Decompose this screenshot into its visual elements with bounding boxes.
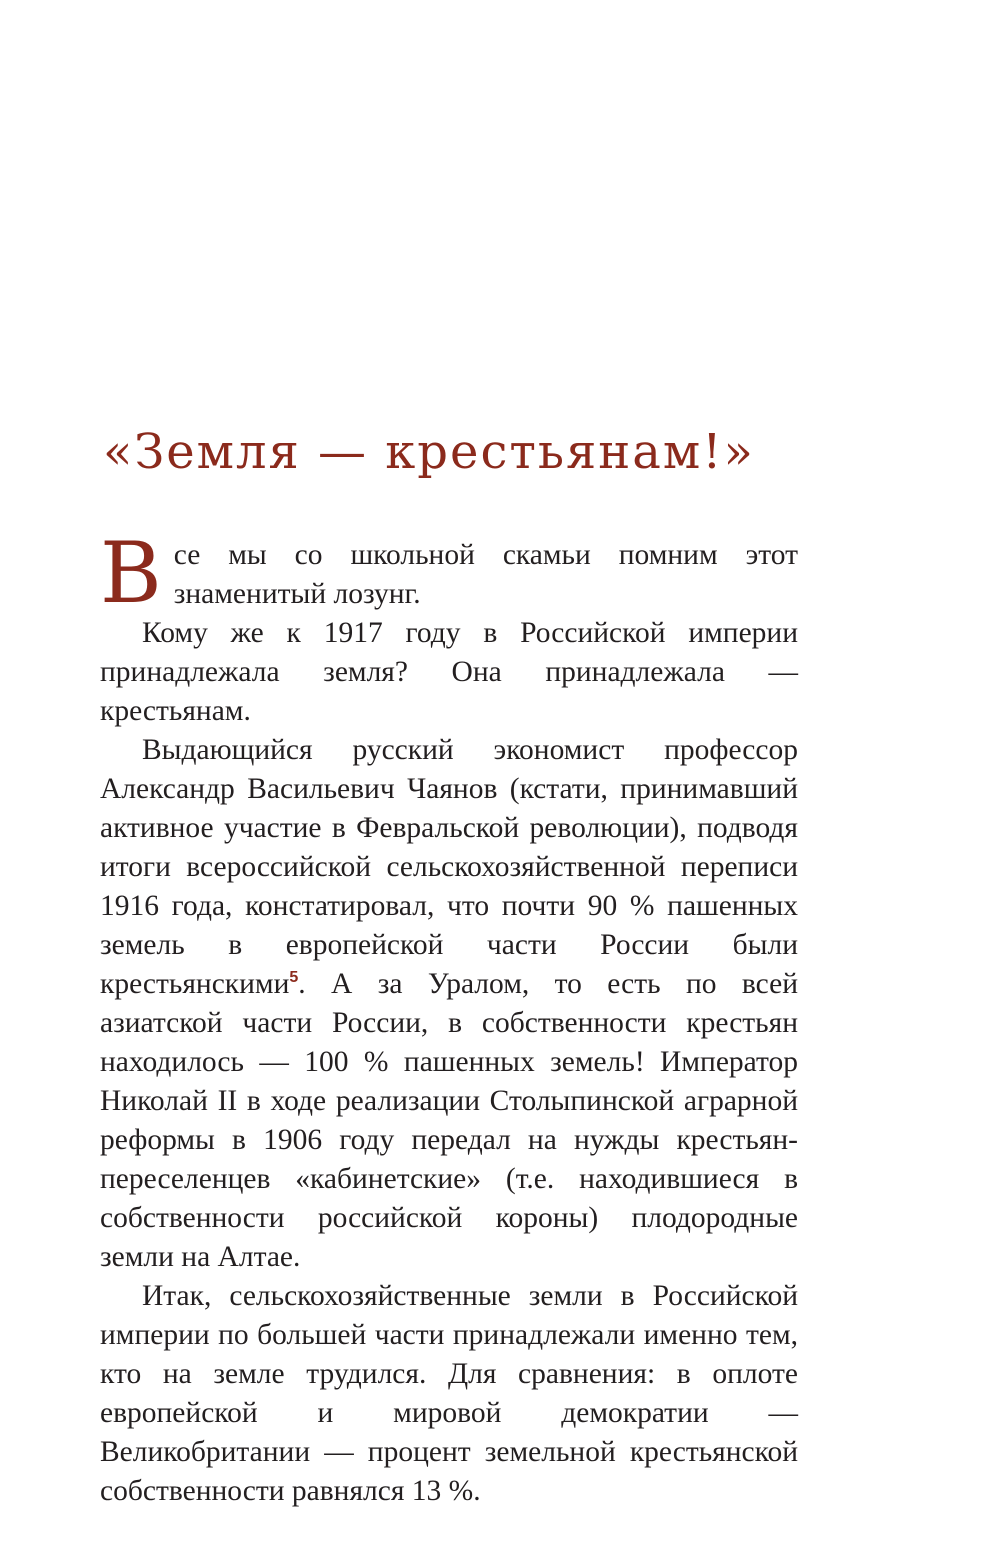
paragraph-3 [100,731,798,1277]
footnote-reference[interactable]: 5 [289,969,299,987]
paragraph-1 [100,524,798,622]
paragraph-3-text-after: . А за Уралом, то есть по всей азиатской части России, в собственности крестьян находилось — 100 % пашенных земель! Император Николай II в ходе реализации Столыпинской аграрной реформы в 1906 году передал на нужды крестьян-переселенцев «кабинетские» (т.е. находившиеся в собственности российской короны) плодородные земли на Алтае. [100,968,798,1273]
drop-cap: В [100,524,162,622]
body-text [100,524,798,1511]
paragraph-3-text-before: Выдающийся русский экономист профессор Александр Васильевич Чаянов (кстати, принимавший активное участие в Февральской революции), подводя итоги всероссийской сельскохозяйственной переписи 1916 года, констатировал, что почти 90 % пашенных земель в европейской части России были крестьянскими [100,734,798,1000]
paragraph-1-text: се мы со школьной скамьи помним этот знаменитый лозунг. [173,539,798,610]
paragraph-4: Итак, сельскохозяйственные земли в Российской империи по большей части принадлежали именно тем, кто на земле трудился. Для сравнения: в оплоте европейской и мировой демократии — Великобритании — процент земельной крестьянской собственности равнялся 13 %. [100,1280,798,1507]
paragraph-2: Кому же к 1917 году в Российской империи принадлежала земля? Она принадлежала — крестьянам. [100,617,798,727]
chapter-title: «Земля — крестьянам!» [103,424,755,480]
